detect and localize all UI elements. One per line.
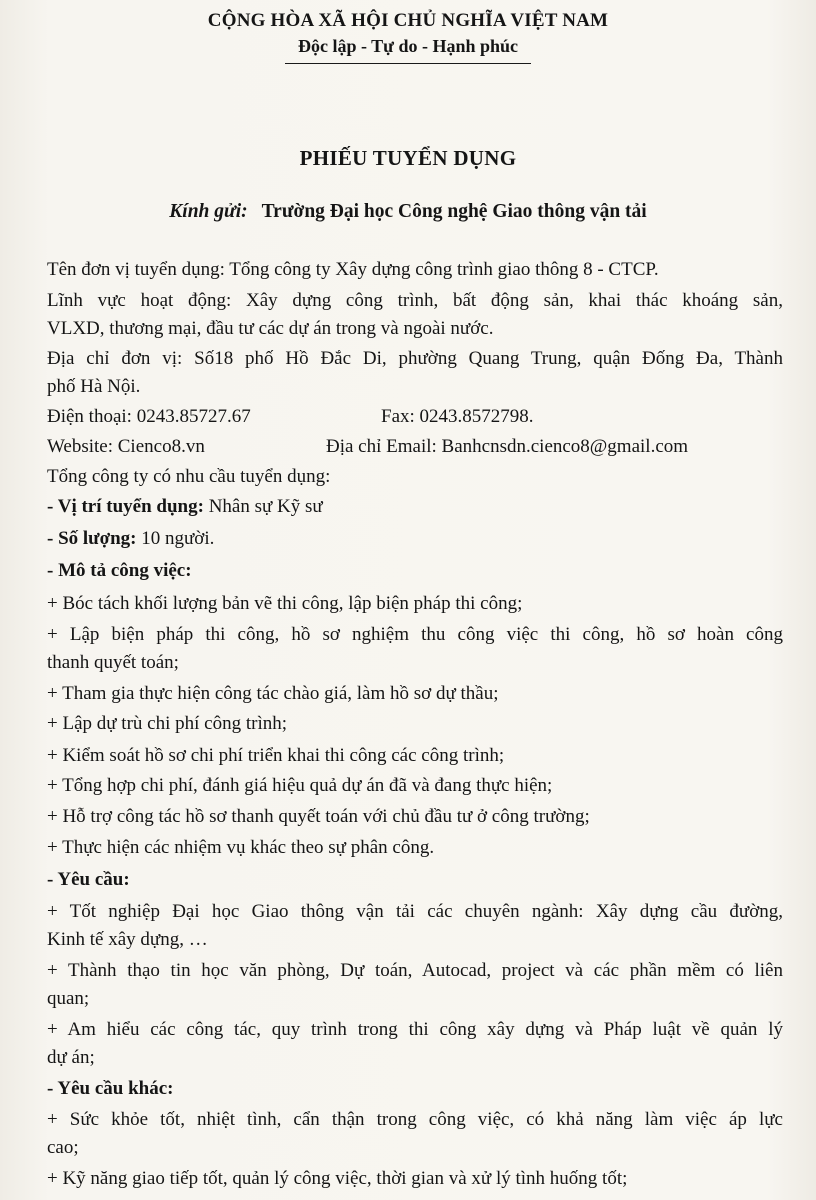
quantity-line (47, 528, 214, 550)
job-line: + Tổng hợp chi phí, đánh giá hiệu quả dự án đã và đang thực hiện; (47, 775, 553, 796)
company-field-line-2: VLXD, thương mại, đầu tư các dự án trong và ngoài nước. (47, 318, 494, 339)
position-label: - Vị trí tuyển dụng: (47, 496, 204, 517)
other-requirement-line: + Kỹ năng giao tiếp tốt, quản lý công việc, thời gian và xử lý tình huống tốt; (47, 1168, 628, 1189)
greeting-label: Kính gửi: (169, 201, 248, 222)
position-line (47, 496, 323, 518)
company-address-line-1: Địa chỉ đơn vị: Số18 phố Hồ Đắc Di, phường Quang Trung, quận Đống Đa, Thành (47, 348, 783, 369)
job-line: + Thực hiện các nhiệm vụ khác theo sự phân công. (47, 837, 435, 858)
company-phone: Điện thoại: 0243.85727.67 (47, 406, 251, 427)
greeting-recipient: Trường Đại học Công nghệ Giao thông vận tải (261, 201, 647, 222)
requirements-heading: - Yêu cầu: (47, 869, 130, 890)
job-line: + Tham gia thực hiện công tác chào giá, làm hồ sơ dự thầu; (47, 683, 499, 704)
document-title: PHIẾU TUYỂN DỤNG (299, 146, 517, 170)
job-line: thanh quyết toán; (47, 652, 179, 673)
requirement-line: + Am hiểu các công tác, quy trình trong thi công xây dựng và Pháp luật về quản lý (47, 1019, 783, 1040)
requirement-line: + Tốt nghiệp Đại học Giao thông vận tải các chuyên ngành: Xây dựng cầu đường, (47, 901, 783, 922)
job-line: + Lập dự trù chi phí công trình; (47, 713, 287, 734)
job-line: + Bóc tách khối lượng bản vẽ thi công, lập biện pháp thi công; (47, 593, 523, 614)
company-address-line-2: phố Hà Nội. (47, 376, 141, 397)
company-field-line-1: Lĩnh vực hoạt động: Xây dựng công trình, bất động sản, khai thác khoáng sản, (47, 290, 783, 311)
company-name: Tên đơn vị tuyển dụng: Tổng công ty Xây dựng công trình giao thông 8 - CTCP. (47, 259, 659, 280)
job-line: + Kiểm soát hồ sơ chi phí triển khai thi công các công trình; (47, 745, 505, 766)
other-requirement-line: + Sức khỏe tốt, nhiệt tình, cẩn thận trong công việc, có khả năng làm việc áp lực (47, 1109, 783, 1130)
requirement-line: Kinh tế xây dựng, … (47, 929, 208, 950)
national-motto: Độc lập - Tự do - Hạnh phúc (297, 36, 519, 56)
requirement-line: dự án; (47, 1047, 95, 1068)
company-fax: Fax: 0243.8572798. (381, 406, 534, 427)
requirement-line: + Thành thạo tin học văn phòng, Dự toán, Autocad, project và các phần mềm có liên (47, 960, 783, 981)
greeting-line (0, 201, 816, 223)
quantity-label: - Số lượng: (47, 528, 137, 549)
quantity-value: 10 người. (141, 528, 215, 549)
company-email: Địa chỉ Email: Banhcnsdn.cienco8@gmail.com (326, 436, 689, 457)
requirement-line: quan; (47, 988, 90, 1009)
other-requirements-heading: - Yêu cầu khác: (47, 1078, 174, 1099)
job-line: + Hỗ trợ công tác hồ sơ thanh quyết toán với chủ đầu tư ở công trường; (47, 806, 590, 827)
company-website: Website: Cienco8.vn (47, 436, 205, 457)
position-value: Nhân sự Kỹ sư (208, 496, 323, 517)
job-line: + Lập biện pháp thi công, hồ sơ nghiệm thu công việc thi công, hồ sơ hoàn công (47, 624, 783, 645)
job-description-heading: - Mô tả công việc: (47, 560, 192, 581)
motto-underline (285, 63, 531, 64)
recruitment-need: Tổng công ty có nhu cầu tuyển dụng: (47, 466, 331, 487)
other-requirement-line: cao; (47, 1137, 79, 1158)
national-name: CỘNG HÒA XÃ HỘI CHỦ NGHĨA VIỆT NAM (207, 10, 609, 31)
